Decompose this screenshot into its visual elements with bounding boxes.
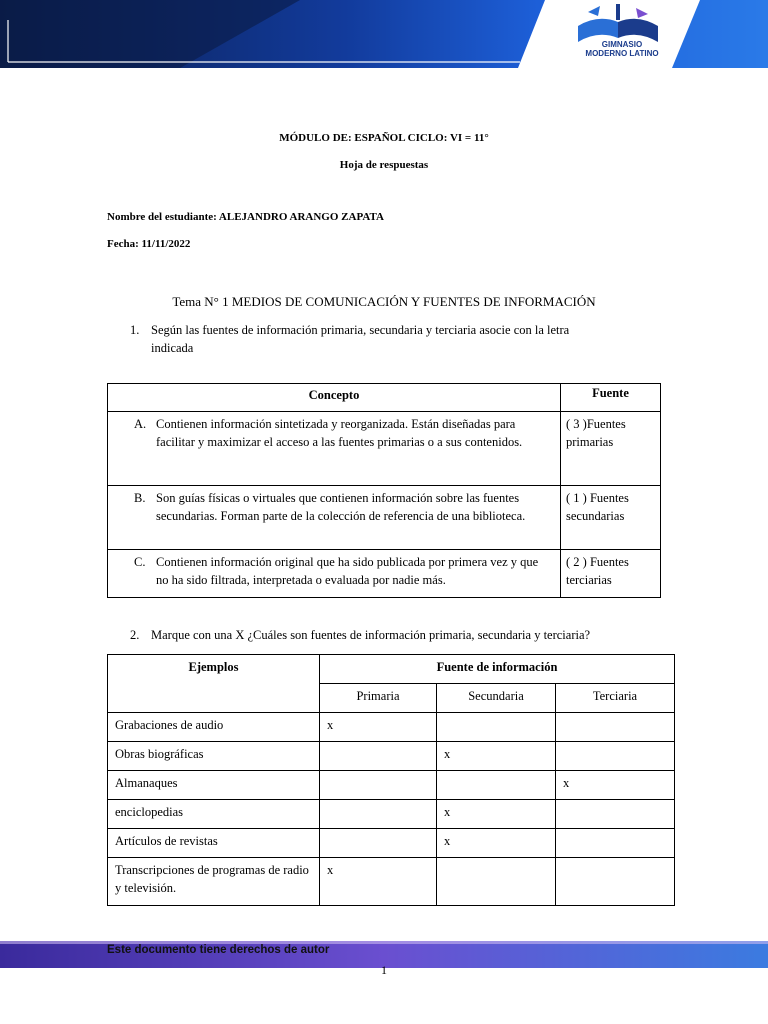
source-answer[interactable]: ( 1 ) Fuentes secundarias [561,486,661,550]
mark-cell-secundaria[interactable] [437,858,556,906]
source-answer[interactable]: ( 2 ) Fuentes terciarias [561,550,661,598]
logo-text: GIMNASIO MODERNO LATINO [585,40,659,58]
sources-marking-table [107,654,675,906]
row-letter: C. [134,555,146,569]
question-number: 2. [130,628,140,642]
concept-text: Contienen información original que ha sido publicada por primera vez y que no ha sido filtrada, interpretada o evaluada por nadie más. [156,555,539,587]
subheader-primaria: Primaria [320,684,437,713]
table-row [108,800,675,829]
mark-cell-secundaria[interactable]: x [437,800,556,829]
table-row [108,486,661,550]
mark-cell-primaria[interactable]: x [320,858,437,906]
table-row [108,713,675,742]
concept-source-table [107,383,661,598]
subheader-terciaria: Terciaria [556,684,675,713]
mark-cell-secundaria[interactable]: x [437,742,556,771]
example-cell: enciclopedias [108,800,320,829]
mark-cell-primaria[interactable] [320,742,437,771]
mark-cell-terciaria[interactable] [556,742,675,771]
topic-heading: Tema N° 1 MEDIOS DE COMUNICACIÓN Y FUENTES DE INFORMACIÓN [172,294,596,309]
question-text-line2: indicada [151,341,194,355]
column-header-concept: Concepto [108,384,561,412]
example-cell: Almanaques [108,771,320,800]
mark-cell-primaria[interactable] [320,800,437,829]
column-header-source: Fuente de información [320,655,675,684]
mark-cell-terciaria[interactable] [556,829,675,858]
header-banner [0,0,768,68]
subheader-secundaria: Secundaria [437,684,556,713]
table-row [108,412,661,486]
source-answer[interactable]: ( 3 )Fuentes primarias [561,412,661,486]
table-row [108,858,675,906]
row-letter: B. [134,491,146,505]
mark-cell-secundaria[interactable]: x [437,829,556,858]
mark-cell-terciaria[interactable]: x [556,771,675,800]
mark-cell-primaria[interactable]: x [320,713,437,742]
mark-cell-primaria[interactable] [320,829,437,858]
student-name: Nombre del estudiante: ALEJANDRO ARANGO ZAPATA [107,211,384,223]
mark-cell-terciaria[interactable] [556,713,675,742]
mark-cell-secundaria[interactable] [437,771,556,800]
concept-text: Son guías físicas o virtuales que contienen información sobre las fuentes secundarias. Forman parte de la colección de referencia de una biblioteca. [156,491,526,523]
mark-cell-terciaria[interactable] [556,800,675,829]
mark-cell-terciaria[interactable] [556,858,675,906]
answer-sheet-subtitle: Hoja de respuestas [339,159,429,171]
date-line: Fecha: 11/11/2022 [107,238,191,250]
concept-text: Contienen información sintetizada y reorganizada. Están diseñadas para facilitar y maximizar el acceso a las fuentes primarias o a sus contenidos. [156,417,523,449]
table-row [108,742,675,771]
table-row [108,550,661,598]
table-row [108,771,675,800]
question-text: Marque con una X ¿Cuáles son fuentes de información primaria, secundaria y terciaria? [151,628,591,642]
example-cell: Artículos de revistas [108,829,320,858]
example-cell: Transcripciones de programas de radio y televisión. [108,858,320,906]
column-header-source: Fuente [561,384,661,412]
question-text-line1: Según las fuentes de información primaria, secundaria y terciaria asocie con la letra [151,323,570,337]
column-header-examples: Ejemplos [108,655,320,713]
example-cell: Obras biográficas [108,742,320,771]
copyright-notice: Este documento tiene derechos de autor [107,944,330,956]
row-letter: A. [134,417,147,431]
example-cell: Grabaciones de audio [108,713,320,742]
question-number: 1. [130,323,140,337]
table-row [108,829,675,858]
page-number: 1 [381,963,387,977]
mark-cell-primaria[interactable] [320,771,437,800]
mark-cell-secundaria[interactable] [437,713,556,742]
module-title: MÓDULO DE: ESPAÑOL CICLO: VI = 11° [279,132,489,144]
